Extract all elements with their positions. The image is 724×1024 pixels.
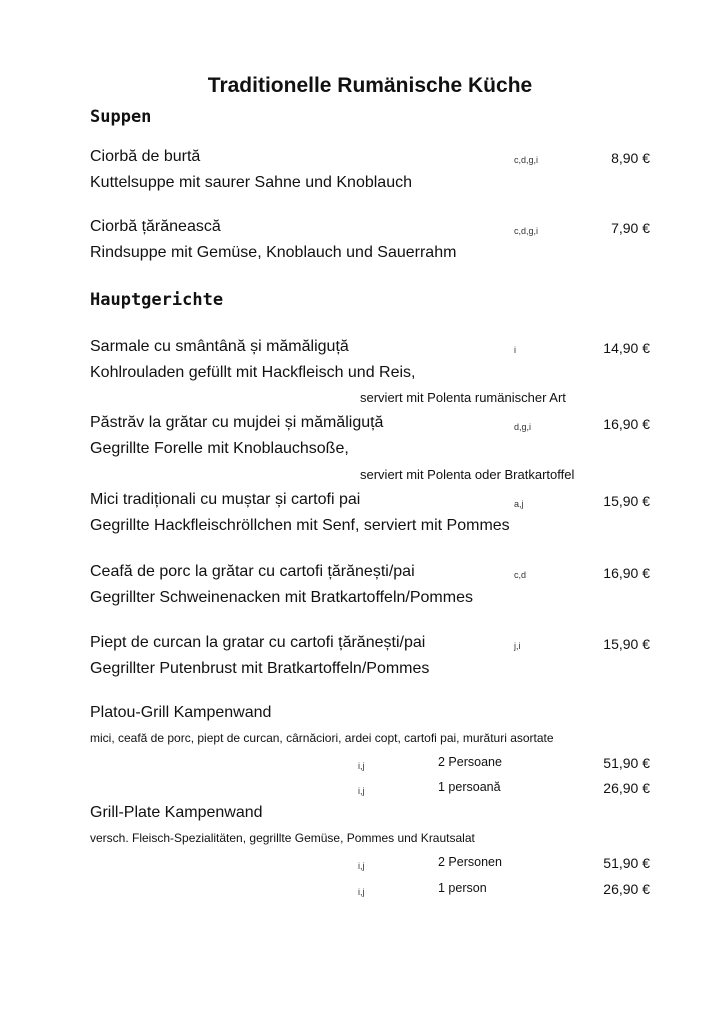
platter-description: versch. Fleisch-Spezialitäten, gegrillte Gemüse, Pommes und Krautsalat bbox=[90, 831, 475, 845]
allergen-codes: j,i bbox=[514, 641, 521, 651]
allergen-codes: i bbox=[514, 345, 516, 355]
dish-description: Kuttelsuppe mit saurer Sahne und Knoblauch bbox=[90, 174, 412, 191]
dish-price: 15,90 € bbox=[603, 493, 650, 509]
dish-name: Păstrăv la grătar cu mujdei și mămăliguță bbox=[90, 414, 384, 431]
dish-price: 8,90 € bbox=[611, 150, 650, 166]
dish-description: Gegrillter Putenbrust mit Bratkartoffeln/Pommes bbox=[90, 660, 430, 677]
allergen-codes: i,j bbox=[358, 887, 365, 897]
platter-quantity: 1 person bbox=[438, 881, 487, 895]
platter-name: Platou-Grill Kampenwand bbox=[90, 704, 272, 721]
dish-note: serviert mit Polenta oder Bratkartoffel bbox=[360, 467, 575, 482]
dish-note: serviert mit Polenta rumänischer Art bbox=[360, 390, 566, 405]
allergen-codes: c,d bbox=[514, 570, 527, 580]
dish-description: Gegrillte Hackfleischröllchen mit Senf, serviert mit Pommes bbox=[90, 517, 510, 534]
dish-name: Mici tradiționali cu muștar și cartofi pai bbox=[90, 491, 361, 508]
allergen-codes: i,j bbox=[358, 761, 365, 771]
dish-description: Rindsuppe mit Gemüse, Knoblauch und Sauerrahm bbox=[90, 244, 457, 261]
allergen-codes: i,j bbox=[358, 861, 365, 871]
dish-name: Ciorbă țărănească bbox=[90, 218, 221, 235]
allergen-codes: c,d,g,i bbox=[514, 155, 539, 165]
dish-name: Ceafă de porc la grătar cu cartofi țărănești/pai bbox=[90, 563, 415, 580]
dish-description: Gegrillter Schweinenacken mit Bratkartoffeln/Pommes bbox=[90, 589, 473, 606]
platter-quantity: 2 Persoane bbox=[438, 755, 502, 769]
dish-description: Kohlrouladen gefüllt mit Hackfleisch und Reis, bbox=[90, 364, 416, 381]
dish-name: Piept de curcan la gratar cu cartofi țărănești/pai bbox=[90, 634, 426, 651]
dish-price: 15,90 € bbox=[603, 636, 650, 652]
platter-price: 26,90 € bbox=[603, 881, 650, 897]
platter-price: 26,90 € bbox=[603, 780, 650, 796]
platter-quantity: 1 persoană bbox=[438, 780, 501, 794]
dish-price: 7,90 € bbox=[611, 220, 650, 236]
platter-quantity: 2 Personen bbox=[438, 855, 502, 869]
platter-name: Grill-Plate Kampenwand bbox=[90, 804, 263, 821]
allergen-codes: d,g,i bbox=[514, 422, 532, 432]
platter-price: 51,90 € bbox=[603, 755, 650, 771]
page-title: Traditionelle Rumänische Küche bbox=[207, 74, 533, 97]
allergen-codes: i,j bbox=[358, 786, 365, 796]
dish-price: 14,90 € bbox=[603, 340, 650, 356]
section-heading-suppen: Suppen bbox=[90, 107, 152, 127]
allergen-codes: a,j bbox=[514, 499, 524, 509]
dish-price: 16,90 € bbox=[603, 565, 650, 581]
allergen-codes: c,d,g,i bbox=[514, 226, 539, 236]
dish-price: 16,90 € bbox=[603, 416, 650, 432]
section-heading-hauptgerichte: Hauptgerichte bbox=[90, 290, 224, 310]
platter-price: 51,90 € bbox=[603, 855, 650, 871]
dish-description: Gegrillte Forelle mit Knoblauchsoße, bbox=[90, 440, 349, 457]
platter-description: mici, ceafă de porc, piept de curcan, cârnăciori, ardei copt, cartofi pai, murături asortate bbox=[90, 731, 554, 745]
dish-name: Sarmale cu smântână și mămăliguță bbox=[90, 338, 349, 355]
dish-name: Ciorbă de burtă bbox=[90, 148, 201, 165]
